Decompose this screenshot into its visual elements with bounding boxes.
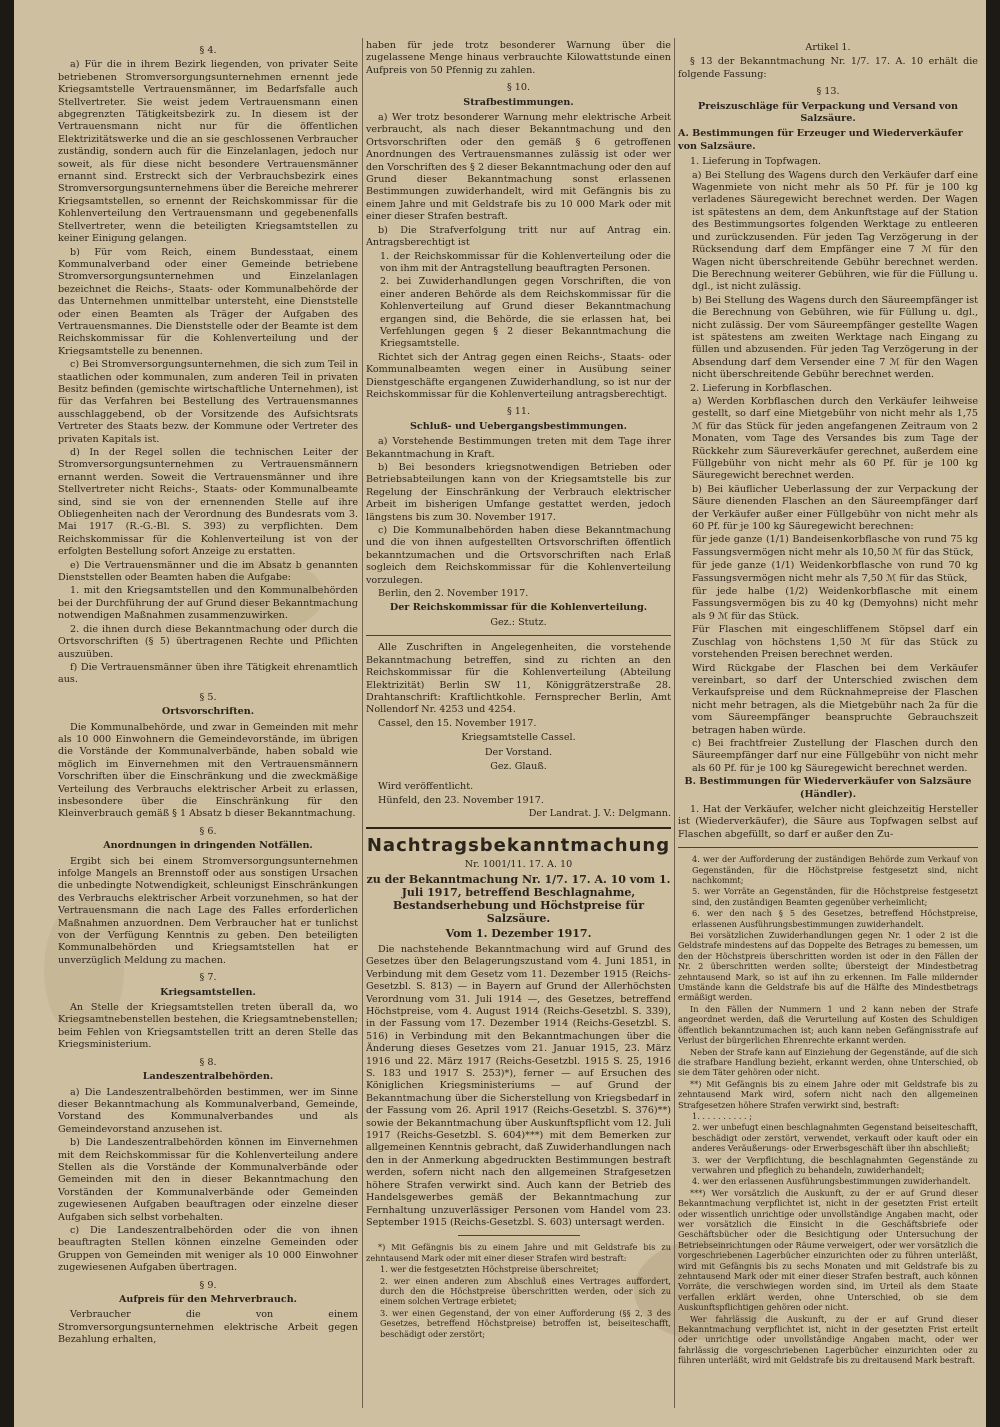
published-signer: Der Landrat. J. V.: Delgmann. (528, 808, 671, 820)
list-item: b) Bei Stellung des Wagens durch den Säureempfänger ist die Berechnung von Gebühren, wie für Füllung u. dgl., nicht zulässig. Der vom Säureempfänger gestellte Wagen ist spätestens am zweiten Werktage nach Eingang zu füllen und abzusenden. Für jeden Tag Verzögerung in der Absendung darf dem Versender eine 7 ℳ für den Wagen nicht überschreitende Gebühr berechnet werden. (692, 294, 978, 381)
sign-office: Der Reichskommissar für die Kohlenverteilung. (389, 602, 648, 614)
paragraph: b) Bei besonders kriegsnotwendigen Betrieben oder Betriebsabteilungen kann von der Kriegsamtstelle bis zur Regelung der Einschränkung der Verbrauch elektrischer Arbeit im bisherigen Umfange gestattet werden, jedoch längstens bis zum 30. November 1917. (366, 462, 671, 523)
section-title: Preiszuschläge für Verpackung und Versand von Salzsäure. (697, 100, 958, 125)
footnote-item: 1. wer die festgesetzten Höchstpreise überschreitet; (380, 1264, 599, 1275)
column-rule-2 (674, 38, 675, 1408)
section-title: Kriegsamtstellen. (160, 986, 256, 998)
list-item: 1. mit den Kriegsamtstellen und den Kommunalbehörden bei der Durchführung der auf Grund dieser Bekanntmachung notwendigen Maßnahmen zusammenzuwirken. (58, 585, 358, 622)
section-heading: § 8. (199, 1056, 217, 1068)
paragraph: c) Bei Stromversorgungsunternehmen, die sich zum Teil in staatlichen oder kommunalen, zum anderen Teil in privaten Besitz befinden (gemischte wirtschaftliche Unternehmen), ist für das Verfahren bei Bestellung des Vertrauensmannes ausschlaggebend, ob der Vorsitzende des Aufsichtsrats Vertreter des Staats bezw. der Kommune oder Vertreter des privaten Kapitals ist. (58, 359, 358, 445)
paragraph: b) Die Strafverfolgung tritt nur auf Antrag ein. Antragsberechtigt ist (366, 224, 671, 249)
column-rule-1 (362, 38, 363, 1408)
newspaper-page (14, 0, 986, 1427)
sign-place: Cassel, den 15. November 1917. (378, 717, 537, 729)
list-item: 1. der Reichskommissar für die Kohlenverteilung oder die von ihm mit der Antragstellung beauftragten Personen. (380, 250, 671, 274)
column-1 (58, 40, 358, 1420)
sign-name: Gez.: Stutz. (490, 616, 547, 628)
paragraph: haben für jede trotz besonderer Warnung über die zugelassene Menge hinaus verbrauchte Kilowattstunde einen Aufpreis von 50 Pfennig zu zahlen. (366, 40, 671, 76)
artikel-heading: Artikel 1. (805, 42, 851, 53)
section-title: Aufpreis für den Mehrverbrauch. (118, 1294, 298, 1305)
list-item: b) Bei käuflicher Ueberlassung der zur Verpackung der Säure dienenden Flaschen an den Säureempfänger darf der Verkäufer außer einer Füllgebühr von nicht mehr als 60 Pf. für je 100 kg Säuregewicht berechnen: (692, 483, 978, 533)
section-heading: § 13. (816, 86, 840, 98)
nachtrag-date: Vom 1. Dezember 1917. (445, 926, 592, 940)
paragraph: Richtet sich der Antrag gegen einen Reichs-, Staats- oder Kommunalbeamten wegen einer in Ausübung seiner Dienstgeschäfte ergangenen Zuwiderhandlung, so ist nur der Reichskommissar für die Kohlenverteilung antragsberechtigt. (366, 351, 671, 400)
paragraph: Ergibt sich bei einem Stromversorgungsunternehmen infolge Mangels an Brennstoff oder aus sonstigen Ursachen die unbedingte Notwendigkeit, schleunigst Einschränkungen des Verbrauchs elektrischer Arbeit vorzunehmen, so hat der Vertrauensmann die nach Lage des Falles erforderlichen Maßnahmen anzuordnen. Dem Verbraucher hat er tunlichst von der Verfügung Kenntnis zu geben. Den beteiligten Kommunalbehörden und Kriegsamtstellen hat er unverzüglich Meldung zu machen. (58, 855, 358, 966)
footnote-item: 1. . . . . . . . . . ; (692, 1110, 753, 1121)
list-item: für jede ganze (1/1) Weidenkorbflasche von rund 70 kg Fassungsvermögen nicht mehr als 7,50 ℳ für das Stück, (692, 560, 978, 584)
section-title: Anordnungen in dringenden Notfällen. (103, 840, 313, 852)
footnote-item: 2. wer unbefugt einen beschlagnahmten Gegenstand beiseiteschafft, beschädigt oder zerstört, verwendet, verkauft oder kauft oder ein anderes Veräußerungs- oder Erwerbsgeschäft über ihn abschließt; (692, 1122, 978, 1154)
paragraph: Die nachstehende Bekanntmachung wird auf Grund des Gesetzes über den Belagerungszustand vom 4. Juni 1851, in Verbindung mit dem Gesetz vom 11. Dezember 1915 (Reichs-Gesetzbl. S. 813) — in Bayern auf Grund der Allerhöchsten Verordnung vom 31. Juli 1914 —, des Gesetzes, betreffend Höchstpreise, vom 4. August 1914 (Reichs-Gesetzbl. S. 339), in der Fassung vom 17. Dezember 1914 (Reichs-Gesetzbl. S. 516) in Verbindung mit den Bekanntmachungen über die Änderung dieses Gesetzes vom 21. Januar 1915, 23. März 1916 und 22. März 1917 (Reichs-Gesetzbl. 1915 S. 25, 1916 S. 183 und 1917 S. 253)*), ferner — auf Ersuchen des Königlichen Kriegsministeriums — auf Grund der Bekanntmachung über die Sicherstellung von Kriegsbedarf in der Fassung vom 26. April 1917 (Reichs-Gesetzbl. S. 376)**) sowie der Bekanntmachung über Auskunftspflicht vom 12. Juli 1917 (Reichs-Gesetzbl. S. 604)***) mit dem Bemerken zur allgemeinen Kenntnis gebracht, daß Zuwiderhandlungen nach den in der Anmerkung abgedruckten Bestimmungen bestraft werden, sofern nicht nach den allgemeinen Strafgesetzen höhere Strafen verwirkt sind. Auch kann der Betrieb des Handelsgewerbes gemäß der Bekanntmachung zur Fernhaltung unzuverlässiger Personen vom Handel vom 23. September 1915 (Reichs-Gesetzbl. S. 603) untersagt werden. (366, 943, 671, 1228)
published-place: Hünfeld, den 23. November 1917. (378, 794, 544, 806)
footnote: Bei vorsätzlichen Zuwiderhandlungen gegen Nr. 1 oder 2 ist die Geldstrafe mindestens auf das Doppelte des Betrages zu bemessen, um den der Höchstpreis überschritten worden ist oder in den Fällen der Nr. 2 überschritten werden sollte; übersteigt der Mindestbetrag zehntausend Mark, so ist auf ihn zu erkennen. Im Falle mildernder Umstände kann die Geldstrafe bis auf die Hälfte des Mindestbetrags ermäßigt werden. (678, 930, 978, 1003)
footnote: Neben der Strafe kann auf Einziehung der Gegenstände, auf die sich die strafbare Handlung bezieht, erkannt werden, ohne Unterschied, ob sie dem Täter gehören oder nicht. (678, 1046, 978, 1078)
footnote-item: 3. wer der Verpflichtung, die beschlagnahmten Gegenstände zu verwahren und pfleglich zu behandeln, zuwiderhandelt; (692, 1154, 978, 1175)
footnote: *) Mit Gefängnis bis zu einem Jahre und mit Geldstrafe bis zu zehntausend Mark oder mit einer dieser Strafen wird bestraft: (366, 1242, 671, 1263)
paragraph: § 13 der Bekanntmachung Nr. 1/7. 17. A. 10 erhält die folgende Fassung: (678, 56, 978, 80)
paragraph: c) Die Landeszentralbehörden oder die von ihnen beauftragten Stellen können einzelne Gemeinden oder Gruppen von Gemeinden mit weniger als 10 000 Einwohner zugewiesenen Aufgaben übertragen. (58, 1224, 358, 1274)
section-heading: § 6. (199, 825, 217, 837)
subsection-title: B. Bestimmungen für Wiederverkäufer von Salzsäure (Händler). (684, 776, 972, 800)
list-item: 2. Lieferung in Korbflaschen. (690, 382, 832, 394)
footnote: In den Fällen der Nummern 1 und 2 kann neben der Strafe angeordnet werden, daß die Verurteilung auf Kosten des Schuldigen öffentlich bekanntzumachen ist; auch kann neben Gefängnisstrafe auf Verlust der bürgerlichen Ehrenrechte erkannt werden. (678, 1003, 978, 1046)
subsection-title: A. Bestimmungen für Erzeuger und Wiederverkäufer von Salzsäure. (678, 128, 963, 152)
sign-name: Gez. Glauß. (490, 760, 547, 772)
footnote-item: 4. wer der Aufforderung der zuständigen Behörde zum Verkauf von Gegenständen, für die Höchstpreise festgesetzt sind, nicht nachkommt; (692, 854, 978, 885)
paragraph: a) Vorstehende Bestimmungen treten mit dem Tage ihrer Bekanntmachung in Kraft. (366, 436, 671, 460)
footnote-item: 3. wer einen Gegenstand, der von einer Aufforderung (§§ 2, 3 des Gesetzes, betreffend Höchstpreise) betroffen ist, beiseiteschafft, beschädigt oder zerstört; (380, 1307, 671, 1339)
footnote-item: 2. wer einen anderen zum Abschluß eines Vertrages auffordert, durch den die Höchstpreise überschritten werden, oder sich zu einem solchen Vertrage erbietet; (380, 1275, 671, 1307)
section-heading: § 10. (506, 82, 531, 94)
notice: Alle Zuschriften in Angelegenheiten, die vorstehende Bekanntmachung betreffen, sind zu richten an den Reichskommissar für die Kohlenverteilung (Abteilung Elektrizität) Berlin SW 11, Königgrätzerstraße 28. Drahtanschrift: Kraftlichtkohle. Fernsprecher Berlin, Amt Nollendorf Nr. 4253 und 4254. (366, 642, 671, 716)
list-item: 2. die ihnen durch diese Bekanntmachung oder durch die Ortsvorschriften (§ 5) übertragenen Rechte und Pflichten auszuüben. (58, 623, 358, 660)
column-3 (678, 40, 978, 1420)
paragraph: Die Kommunalbehörde, und zwar in Gemeinden mit mehr als 10 000 Einwohnern die Gemeindevorstände, im übrigen die Vorstände der Kommunalverbände, haben sobald wie möglich im Einvernehmen mit den Vertrauensmännern Vorschriften über die Einschränkung und die zweckmäßige Verteilung des Verbrauchs elektrischer Arbeit zu erlassen, insbesondere über die Einschränkung für den Kleinverbrauch gemäß § 1 Absatz b dieser Bekanntmachung. (58, 721, 358, 820)
sign-role: Der Vorstand. (484, 746, 553, 758)
footnote-item: 4. wer den erlassenen Ausführungsbestimmungen zuwiderhandelt. (692, 1176, 971, 1187)
list-item: Für Flaschen mit eingeschliffenem Stöpsel darf ein Zuschlag von höchstens 1,50 ℳ für das Stück zu vorstehenden Preisen berechnet werden. (692, 624, 978, 661)
list-item: 2. bei Zuwiderhandlungen gegen Vorschriften, die von einer anderen Behörde als dem Reichskommissar für die Kohlenverteilung auf Grund dieser Bekanntmachung ergangen sind, die Behörde, die sie erlassen hat, bei Verfehlungen gegen § 2 dieser Bekanntmachung die Kriegsamtstelle. (380, 276, 671, 350)
nachtrag-title: Nachtragsbekanntmachung (366, 834, 671, 856)
paragraph: d) In der Regel sollen die technischen Leiter der Stromversorgungsunternehmen zu Vertrauensmännern ernannt werden. Soweit die Vertrauensmänner und ihre Stellvertreter nicht Reichs-, Staats- oder Kommunalbeamte sind, sind sie von der ernennenden Stelle auf ihre Obliegenheiten nach der Verordnung des Bundesrats vom 3. Mai 1917 (R.-G.-Bl. S. 393) zu verpflichten. Dem Reichskommissar für die Kohlenverteilung ist von der erfolgten Bestellung sofort Anzeige zu erstatten. (58, 447, 358, 558)
paragraph: An Stelle der Kriegsamtstellen treten überall da, wo Kriegsamtnebenstellen bestehen, die Kriegsamtnebenstellen; beim Fehlen von Kriegsamtstellen tritt an deren Stelle das Kriegsministerium. (58, 1002, 358, 1051)
paragraph: b) Für vom Reich, einem Bundesstaat, einem Kommunalverband oder einer Gemeinde betriebene Stromversorgungsunternehmen und Einzelanlagen bezeichnet die Reichs-, Staats- oder Kommunalbehörde der das Unternehmen unmittelbar untersteht, eine Dienststelle oder einen Beamten als Träger der Aufgaben des Vertrauensmannes. Die Dienststelle oder der Beamte ist dem Reichskommissar für die Kohlenverteilung und der Kriegsamtstelle zu benennen. (58, 246, 358, 357)
footnote-item: 5. wer Vorräte an Gegenständen, für die Höchstpreise festgesetzt sind, den zuständigen Beamten gegenüber verheimlicht; (692, 886, 978, 907)
sign-office: Kriegsamtstelle Cassel. (461, 732, 576, 744)
footnote: Wer fahrlässig die Auskunft, zu der er auf Grund dieser Bekanntmachung verpflichtet ist, nicht in der gesetzten Frist erteilt oder unrichtige oder unvollständige Angaben macht, oder wer fahrlässig die vorgeschriebenen Lagerbücher einzurichten oder zu führen unterläßt, wird mit Geldstrafe bis zu dreitausend Mark bestraft. (678, 1313, 978, 1366)
sign-place: Berlin, den 2. November 1917. (378, 588, 529, 600)
list-item: c) Bei frachtfreier Zustellung der Flaschen durch den Säureempfänger darf nur eine Füllgebühr von nicht mehr als 60 Pf. für je 100 kg Säuregewicht berechnet werden. (692, 737, 978, 774)
paragraph: f) Die Vertrauensmänner üben ihre Tätigkeit ehrenamtlich aus. (58, 661, 358, 686)
nachtrag-subtitle: zu der Bekanntmachung Nr. 1/7. 17. A. 10 vom 1. Juli 1917, betreffend Beschlagnahme, Bestandserhebung und Höchstpreise für Salzsäure. (366, 872, 671, 925)
paragraph: a) Die Landeszentralbehörden bestimmen, wer im Sinne dieser Bekanntmachung als Kommunalverband, Gemeinde, Vorstand des Kommunalverbandes und als Gemeindevorstand anzusehen ist. (58, 1086, 358, 1135)
section-heading: § 5. (199, 691, 217, 703)
section-title: Strafbestimmungen. (463, 96, 574, 108)
footnote-item: 6. wer den nach § 5 des Gesetzes, betreffend Höchstpreise, erlassenen Ausführungsbestimmungen zuwiderhandelt. (692, 908, 978, 929)
paragraph: a) Für die in ihrem Bezirk liegenden, von privater Seite betriebenen Stromversorgungsunternehmen ernennt jede Kriegsamtstelle Vertrauensmänner, im Bedarfsfalle auch Stellvertreter. Sie weist jedem Vertrauensmann einen abgegrenzten Tätigkeitsbezirk zu. In diesem ist der Vertrauensmann nicht nur für die öffentlichen Elektrizitätswerke und die an sie geschlossenen Verbraucher zuständig, sondern auch für die Einzelanlagen, jedoch nur soweit, als für diese nicht besondere Vertrauensmänner ernannt sind. Erstreckt sich der Verbrauchsbezirk eines Stromversorgungsunternehmens über die Bereiche mehrerer Kriegsamtstellen, so ernennt der Reichskommissar für die Kohlenverteilung den Vertrauensmann und gegebenenfalls Stellvertreter, wenn die beteiligten Kriegsamtstellen zu keiner Einigung gelangen. (58, 59, 358, 245)
list-item: 1. Lieferung in Topfwagen. (690, 156, 822, 168)
paragraph: a) Wer trotz besonderer Warnung mehr elektrische Arbeit verbraucht, als nach dieser Bekanntmachung und den Ortsvorschriften oder den gemäß § 6 getroffenen Anordnungen des Vertrauensmannes zulässig ist oder wer den Vorschriften des § 2 dieser Bekanntmachung oder den auf Grund dieser Bekanntmachung sonst erlassenen Bestimmungen zuwiderhandelt, wird mit Gefängnis bis zu einem Jahre und mit Geldstrafe bis zu 10 000 Mark oder mit einer dieser Strafen bestraft. (366, 112, 671, 223)
section-title: Landeszentralbehörden. (142, 1071, 274, 1083)
section-title: Schluß- und Uebergangsbestimmungen. (410, 420, 627, 432)
paragraph: 1. Hat der Verkäufer, welcher nicht gleichzeitig Hersteller ist (Wiederverkäufer), die Säure aus Topfwagen selbst auf Flaschen abgefüllt, so darf er außer den Zu- (678, 803, 978, 840)
published-line: Wird veröffentlicht. (378, 781, 474, 793)
section-heading: § 11. (506, 406, 531, 418)
section-heading: § 9. (199, 1279, 217, 1291)
list-item: a) Bei Stellung des Wagens durch den Verkäufer darf eine Wagenmiete von nicht mehr als 50 Pf. für je 100 kg verladenes Säuregewicht berechnet werden. Der Wagen ist spätestens an dem, dem Ankunftstage auf der Station des Bestimmungsortes folgenden Werktage zu entleeren und zurückzusenden. Für jeden Tag Verzögerung in der Rücksendung darf dem Empfänger eine 7 ℳ für den Wagen nicht überschreitende Gebühr berechnet werden. Die Berechnung weiterer Gebühren, wie für die Füllung u. dgl., ist nicht zulässig. (692, 169, 978, 293)
list-item: für jede ganze (1/1) Bandeisenkorbflasche von rund 75 kg Fassungsvermögen nicht mehr als 10,50 ℳ für das Stück, (692, 534, 978, 558)
nachtrag-number: Nr. 1001/11. 17. A. 10 (464, 858, 573, 870)
section-title: Ortsvorschriften. (161, 706, 255, 718)
paragraph: Verbraucher die von einem Stromversorgungsunternehmen elektrische Arbeit gegen Bezahlung erhalten, (58, 1309, 358, 1346)
paragraph: c) Die Kommunalbehörden haben diese Bekanntmachung und die von ihnen aufgestellten Ortsvorschriften öffentlich bekanntzumachen und die Ortsvorschriften nach Erlaß sogleich dem Reichskommissar für die Kohlenverteilung vorzulegen. (366, 525, 671, 586)
paragraph: e) Die Vertrauensmänner und die im Absatz b genannten Dienststellen oder Beamten haben die Aufgabe: (58, 559, 358, 584)
section-heading: § 4. (199, 45, 217, 56)
list-item: Wird Rückgabe der Flaschen bei dem Verkäufer vereinbart, so darf der Unterschied zwischen dem Verkaufspreise und dem Rücknahmepreise der Flaschen nicht mehr betragen, als die Mietgebühr nach 2a für die vom Säureempfänger beanspruchte Gebrauchszeit betragen haben würde. (692, 662, 978, 736)
footnote: ***) Wer vorsätzlich die Auskunft, zu der er auf Grund dieser Bekanntmachung verpflichtet ist, nicht in der gesetzten Frist erteilt oder wissentlich unrichtige oder unvollständige Angaben macht, oder wer vorsätzlich die Einsicht in die Geschäftsbriefe oder Geschäftsbücher oder die Besichtigung oder Untersuchung der Betriebseinrichtungen oder Räume verweigert, oder wer vorsätzlich die vorgeschriebenen Lagerbücher einzurichten oder zu führen unterläßt, wird mit Gefängnis bis zu sechs Monaten und mit Geldstrafe bis zu zehntausend Mark oder mit einer dieser Strafen bestraft, auch können Vorräte, die verschwiegen worden sind, im Urteil als dem Staate verfallen erklärt werden, ohne Unterschied, ob sie dem Auskunftspflichtigen gehören oder nicht. (678, 1187, 978, 1313)
list-item: für jede halbe (1/2) Weidenkorbflasche mit einem Fassungsvermögen bis zu 40 kg (Demyohns) nicht mehr als 9 ℳ für das Stück. (692, 586, 978, 622)
list-item: a) Werden Korbflaschen durch den Verkäufer leihweise gestellt, so darf eine Mietgebühr von nicht mehr als 1,75 ℳ für das Stück für jeden angefangenen Zeitraum von 2 Monaten, vom Tage des Versandes bis zum Tage der Rückkehr zum Säureverkäufer gerechnet, außerdem eine Füllgebühr von nicht mehr als 60 Pf. für je 100 kg Säuregewicht berechnet werden. (692, 395, 978, 482)
column-2 (366, 40, 671, 1420)
paragraph: b) Die Landeszentralbehörden können im Einvernehmen mit dem Reichskommissar für die Kohlenverteilung andere Stellen als die Vorstände der Kommunalverbände oder Gemeinden mit den in dieser Bekanntmachung den Vorständen der Kommunalverbände oder Gemeinden zugewiesenen Aufgaben beauftragen oder einzelne dieser Aufgaben sich selbst vorbehalten. (58, 1137, 358, 1223)
footnote: **) Mit Gefängnis bis zu einem Jahre oder mit Geldstrafe bis zu zehntausend Mark wird, sofern nicht nach den allgemeinen Strafgesetzen höhere Strafen verwirkt sind, bestraft: (678, 1078, 978, 1110)
section-heading: § 7. (199, 972, 217, 984)
